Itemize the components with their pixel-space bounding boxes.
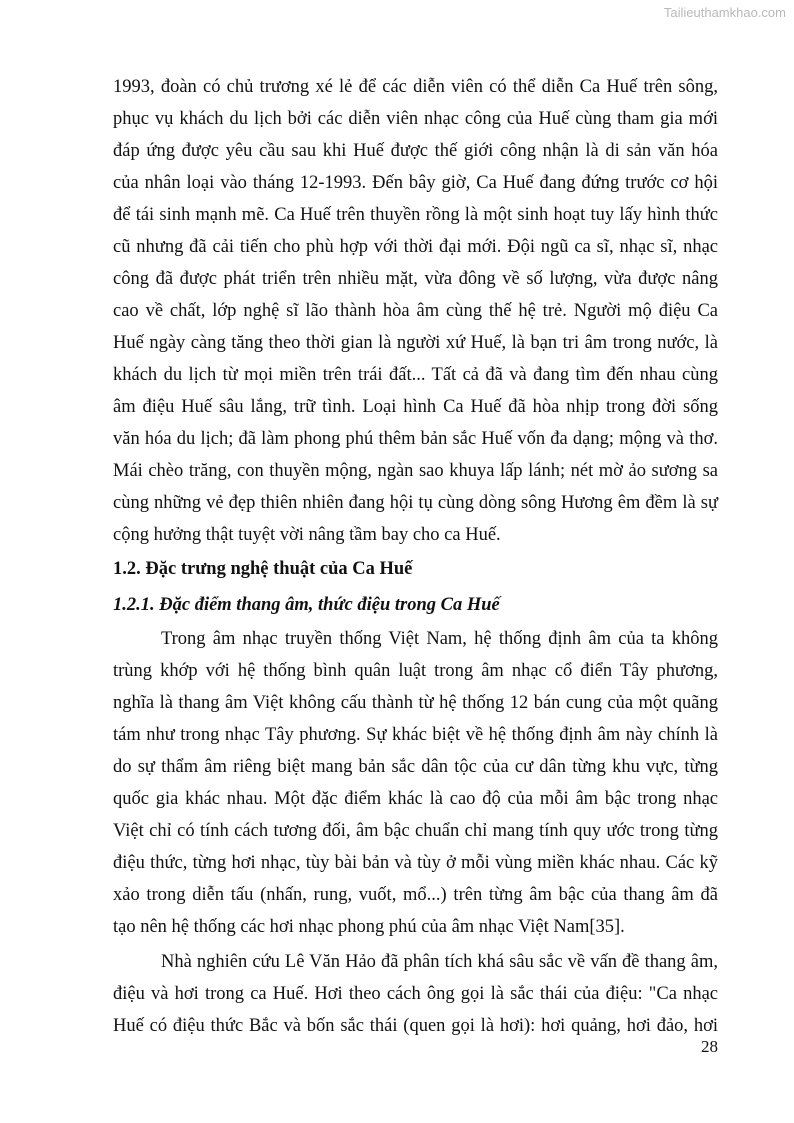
text-line: Mái chèo trăng, con thuyền mộng, ngàn sao khuya lấp lánh; nét mờ ảo sương sa: [113, 461, 718, 481]
text-line: cùng những vẻ đẹp thiên nhiên đang hội tụ cùng dòng sông Hương êm đềm là sự: [113, 493, 718, 513]
text-line: tạo nên hệ thống các hơi nhạc phong phú của âm nhạc Việt Nam[35].: [113, 917, 625, 937]
text-line: đáp ứng được yêu cầu sau khi Huế được thế giới công nhận là di sản văn hóa: [113, 141, 718, 161]
text-line: Trong âm nhạc truyền thống Việt Nam, hệ thống định âm của ta không: [161, 629, 718, 649]
text-line: âm điệu Huế sâu lắng, trữ tình. Loại hình Ca Huế đã hòa nhịp trong đời sống: [113, 397, 718, 417]
text-line: cao về chất, lớp nghệ sĩ lão thành hòa âm cùng thế hệ trẻ. Người mộ điệu Ca: [113, 301, 718, 321]
section-heading: 1.2. Đặc trưng nghệ thuật của Ca Huế: [113, 559, 413, 579]
text-line: điệu và hơi trong ca Huế. Hơi theo cách ông gọi là sắc thái của điệu: "Ca nhạc: [113, 984, 718, 1004]
text-line: cộng hưởng thật tuyệt vời nâng tầm bay cho ca Huế.: [113, 525, 501, 545]
text-line: để tái sinh mạnh mẽ. Ca Huế trên thuyền rồng là một sinh hoạt tuy lấy hình thức: [113, 205, 718, 225]
text-line: công đã được phát triển trên nhiều mặt, vừa đông về số lượng, vừa được nâng: [113, 269, 718, 289]
text-line: văn hóa du lịch; đã làm phong phú thêm bản sắc Huế vốn đa dạng; mộng và thơ.: [113, 429, 718, 449]
text-line: do sự thẩm âm riêng biệt mang bản sắc dân tộc của cư dân từng khu vực, từng: [113, 757, 718, 777]
text-line: Huế có điệu thức Bắc và bốn sắc thái (quen gọi là hơi): hơi quảng, hơi đảo, hơi: [113, 1016, 718, 1036]
text-line: Việt chỉ có tính cách tương đối, âm bậc chuẩn chỉ mang tính quy ước trong từng: [113, 821, 718, 841]
text-line: quốc gia khác nhau. Một đặc điểm khác là cao độ của mỗi âm bậc trong nhạc: [113, 789, 718, 809]
text-line: Nhà nghiên cứu Lê Văn Hảo đã phân tích khá sâu sắc về vấn đề thang âm,: [161, 952, 718, 972]
page-number: 28: [701, 1037, 718, 1056]
subsection-heading: 1.2.1. Đặc điểm thang âm, thức điệu trong Ca Huế: [113, 595, 500, 615]
text-line: cũ nhưng đã cải tiến cho phù hợp với thời đại mới. Đội ngũ ca sĩ, nhạc sĩ, nhạc: [113, 237, 718, 257]
text-line: nghĩa là thang âm Việt không cấu thành từ hệ thống 12 bán cung của một quãng: [113, 693, 718, 713]
text-line: của nhân loại vào tháng 12-1993. Đến bây giờ, Ca Huế đang đứng trước cơ hội: [113, 173, 718, 193]
text-line: xảo trong diễn tấu (nhấn, rung, vuốt, mổ...) trên từng âm bậc của thang âm đã: [113, 885, 718, 905]
text-line: tám như trong nhạc Tây phương. Sự khác biệt về hệ thống định âm này chính là: [113, 725, 718, 745]
text-line: khách du lịch từ mọi miền trên trái đất... Tất cả đã và đang tìm đến nhau cùng: [113, 365, 718, 385]
text-line: trùng khớp với hệ thống bình quân luật trong âm nhạc cổ điển Tây phương,: [113, 661, 718, 681]
text-line: điệu thức, từng hơi nhạc, tùy bài bản và tùy ở mỗi vùng miền khác nhau. Các kỹ: [113, 853, 718, 873]
text-line: phục vụ khách du lịch bởi các diễn viên nhạc công của Huế cùng tham gia mới: [113, 109, 718, 129]
watermark: Tailieuthamkhao.com: [663, 5, 786, 20]
text-line: Huế ngày càng tăng theo thời gian là người xứ Huế, là bạn tri âm trong nước, là: [113, 333, 718, 353]
text-line: 1993, đoàn có chủ trương xé lẻ để các diễn viên có thể diễn Ca Huế trên sông,: [113, 77, 718, 97]
